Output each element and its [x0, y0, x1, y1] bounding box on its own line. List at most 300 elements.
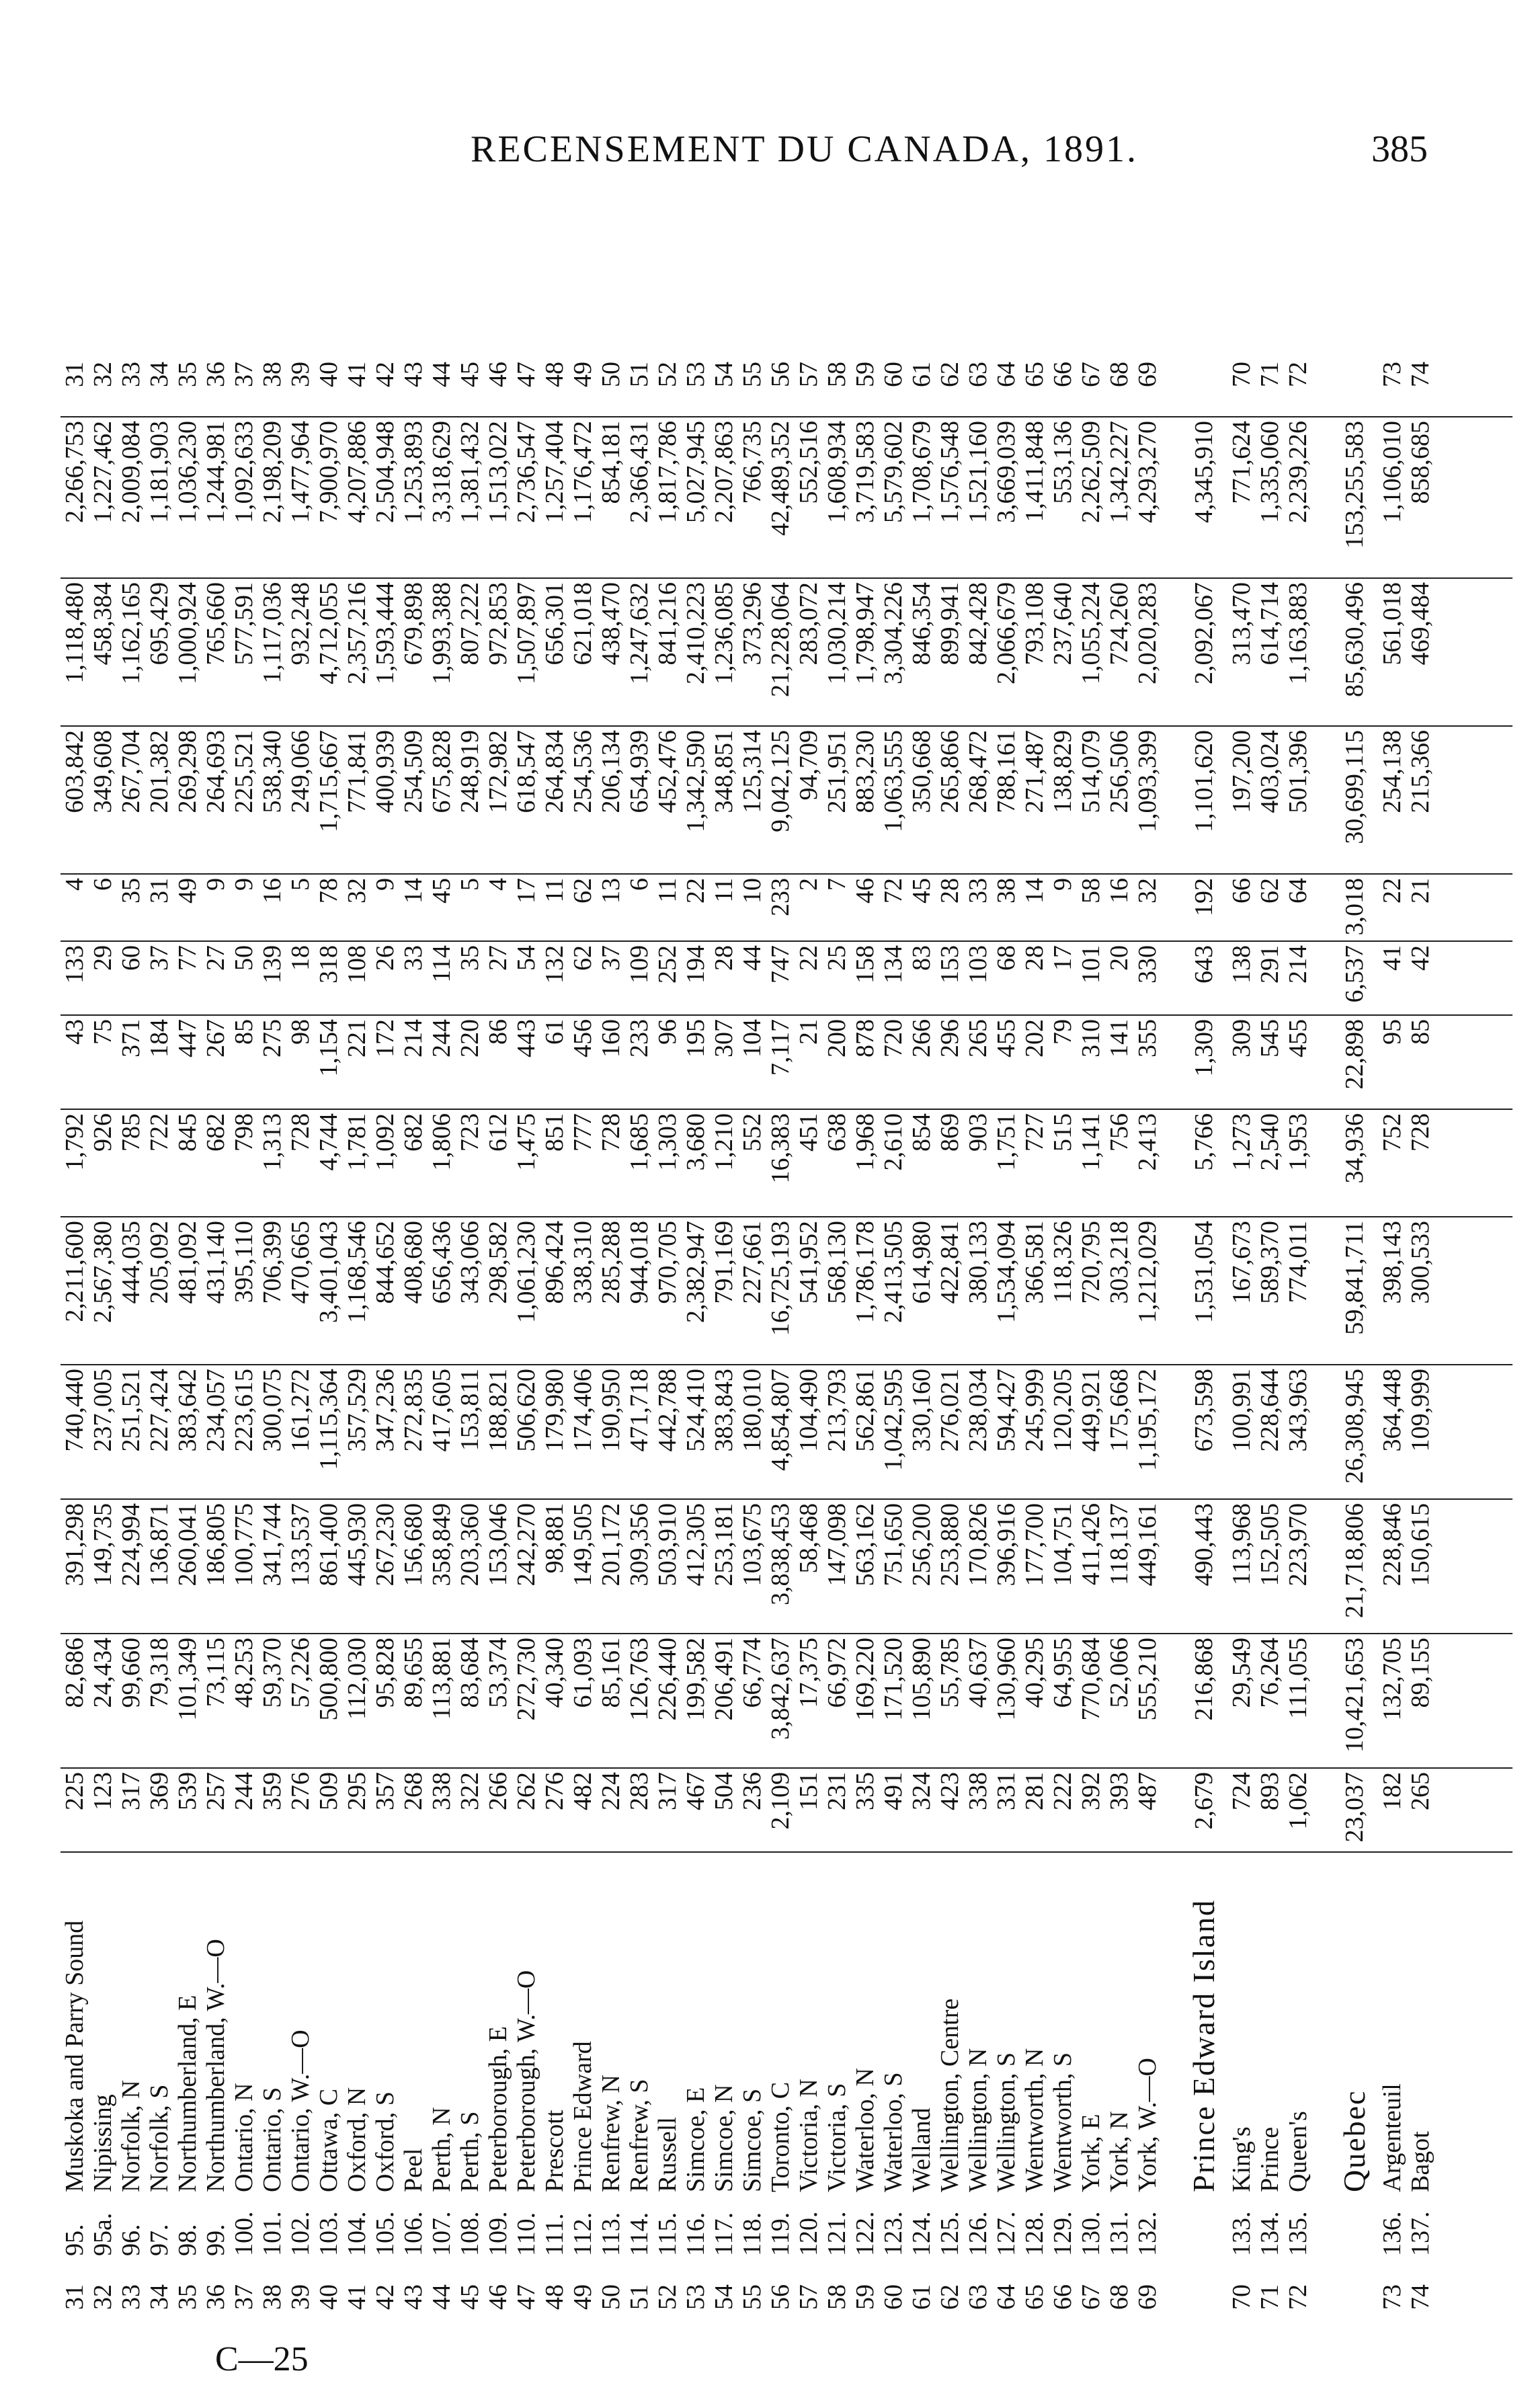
table-cell: 728	[286, 1113, 315, 1152]
line-number: 51	[625, 2284, 653, 2310]
line-number: 95.	[60, 2224, 89, 2256]
table-cell: 201,172	[597, 1503, 625, 1587]
page-header	[0, 128, 1534, 182]
row-spacer	[1162, 1503, 1190, 1631]
table-cell: 125,314	[738, 730, 766, 813]
table-cell: 383,642	[173, 1369, 202, 1452]
table-cell: 500,800	[315, 1638, 343, 1721]
table-cell: 330,160	[907, 1369, 936, 1452]
table-cell: 752	[1378, 1113, 1406, 1152]
line-number: 36	[202, 2284, 230, 2310]
table-cell: 103	[964, 945, 992, 984]
table-column	[60, 333, 1435, 387]
row-spacer	[1369, 1113, 1378, 1214]
table-cell: 269,298	[173, 730, 202, 813]
line-number: 48	[540, 362, 569, 387]
table-cell: 82,686	[60, 1638, 89, 1708]
district-name: Peterborough, E	[484, 2026, 512, 2192]
table-cell: 594,427	[992, 1369, 1020, 1452]
district-name: Nipissing	[89, 2094, 117, 2192]
line-number: 137.	[1406, 2211, 1435, 2256]
table-cell: 152,505	[1256, 1503, 1284, 1587]
table-cell: 335	[851, 1772, 879, 1810]
table-cell: 4,207,886	[343, 421, 371, 523]
table-cell: 114	[428, 945, 456, 983]
table-cell: 524,410	[682, 1369, 710, 1452]
district-name: Toronto, C	[766, 2081, 795, 2192]
table-cell: 503,910	[653, 1503, 682, 1587]
district-name: Prince Edward	[569, 2041, 597, 2192]
line-number: 115.	[653, 2212, 682, 2256]
table-cell: 348,851	[710, 730, 738, 813]
table-cell: 150,615	[1406, 1503, 1435, 1587]
table-cell: 16	[1105, 878, 1133, 904]
table-cell: 233	[625, 1019, 653, 1057]
table-cell: 844,652	[371, 1221, 399, 1304]
line-number: 135.	[1284, 2211, 1312, 2256]
table-cell: 2,382,947	[682, 1221, 710, 1323]
line-number: 38	[258, 2284, 286, 2310]
table-cell: 298,582	[484, 1221, 512, 1304]
district-name: York, N	[1105, 2111, 1133, 2192]
table-cell: 798	[230, 1113, 258, 1152]
table-cell: 552,516	[795, 421, 823, 504]
table-cell: 1,817,786	[653, 421, 682, 523]
line-number: 34	[145, 2284, 173, 2310]
table-cell: 338	[964, 1772, 992, 1810]
table-cell: 44	[738, 945, 766, 971]
row-spacer	[1369, 1019, 1378, 1107]
table-cell: 120,205	[1049, 1369, 1077, 1452]
table-cell: 614,714	[1256, 582, 1284, 666]
row-spacer	[1218, 1503, 1227, 1631]
row-spacer	[1312, 2196, 1340, 2256]
table-cell: 5	[456, 878, 484, 891]
table-cell: 248,919	[456, 730, 484, 813]
line-number: 108.	[456, 2211, 484, 2256]
row-spacer	[1218, 421, 1227, 575]
table-cell: 1,475	[512, 1113, 540, 1171]
line-number: 32	[89, 2284, 117, 2310]
table-cell: 132,705	[1378, 1638, 1406, 1721]
table-cell: 267	[202, 1019, 230, 1057]
table-cell: 233	[766, 878, 795, 916]
table-cell: 244	[428, 1019, 456, 1057]
line-number: 63	[964, 2284, 992, 2310]
table-cell: 869	[936, 1113, 964, 1152]
table-cell: 194	[682, 945, 710, 984]
line-number: 111.	[540, 2213, 569, 2256]
table-cell: 2,066,679	[992, 582, 1020, 684]
column-rule	[60, 1767, 1512, 1769]
line-number: 112.	[569, 2212, 597, 2256]
table-cell: 262	[512, 1772, 540, 1810]
table-cell: 245,999	[1020, 1369, 1049, 1452]
table-cell: 264,693	[202, 730, 230, 813]
row-spacer	[1369, 1503, 1378, 1631]
table-cell: 747	[766, 945, 795, 984]
table-column	[60, 1638, 1435, 1765]
column-rule	[60, 1633, 1512, 1634]
table-cell: 1,195,172	[1133, 1369, 1162, 1471]
table-cell: 118,326	[1049, 1221, 1077, 1303]
district-name: Simcoe, N	[710, 2084, 738, 2192]
line-number: 39	[286, 362, 315, 387]
table-cell: 3,318,629	[428, 421, 456, 523]
table-cell: 695,429	[145, 582, 173, 666]
table-cell: 43	[60, 1019, 89, 1045]
table-cell: 149,505	[569, 1503, 597, 1587]
table-cell: 1,257,404	[540, 421, 569, 523]
district-name: Northumberland, W.—O	[202, 1939, 230, 2192]
table-cell: 1,062	[1284, 1772, 1312, 1830]
table-cell: 11	[710, 878, 738, 903]
table-cell: 95	[1378, 1019, 1406, 1045]
table-cell: 42,489,352	[766, 421, 795, 536]
province-total-cell: 1,531,054	[1190, 1221, 1218, 1323]
table-cell: 777	[569, 1113, 597, 1152]
district-name: Victoria, S	[823, 2083, 851, 2192]
district-name: Wellington, S	[992, 2052, 1020, 2192]
table-cell: 309,356	[625, 1503, 653, 1587]
table-cell: 841,216	[653, 582, 682, 666]
table-cell: 172	[371, 1019, 399, 1057]
table-cell: 265	[1406, 1772, 1435, 1810]
table-cell: 751,650	[879, 1503, 907, 1587]
table-cell: 79,318	[145, 1638, 173, 1708]
table-cell: 151	[795, 1772, 823, 1810]
province-total-cell: 153,255,583	[1340, 421, 1369, 549]
table-column	[60, 1019, 1435, 1107]
table-cell: 1,342,590	[682, 730, 710, 832]
table-cell: 266	[484, 1772, 512, 1810]
table-cell: 380,133	[964, 1221, 992, 1304]
table-cell: 5	[286, 878, 315, 891]
line-number: 52	[653, 362, 682, 387]
province-total-cell: 2,092,067	[1190, 582, 1218, 684]
table-cell: 358,849	[428, 1503, 456, 1587]
row-spacer	[1162, 582, 1190, 723]
table-cell: 66	[1227, 878, 1256, 904]
row-spacer	[1369, 1221, 1378, 1362]
district-name: Perth, S	[456, 2111, 484, 2192]
row-spacer	[1218, 1772, 1227, 1846]
table-cell: 470,665	[286, 1221, 315, 1304]
district-name: Wentworth, S	[1049, 2052, 1077, 2192]
column-rule	[60, 416, 1512, 417]
table-cell: 223,615	[230, 1369, 258, 1452]
line-number: 45	[456, 2284, 484, 2310]
table-cell: 251,521	[117, 1369, 145, 1452]
table-cell: 563,162	[851, 1503, 879, 1587]
row-spacer	[1218, 878, 1227, 938]
table-cell: 793,108	[1020, 582, 1049, 666]
table-cell: 469,484	[1406, 582, 1435, 666]
district-name: Welland	[907, 2108, 936, 2192]
table-cell: 268,472	[964, 730, 992, 813]
table-cell: 2,504,948	[371, 421, 399, 523]
line-number: 57	[795, 362, 823, 387]
table-cell: 113,881	[428, 1638, 456, 1720]
table-cell: 75	[89, 1019, 117, 1045]
line-number: 73	[1378, 2284, 1406, 2310]
table-cell: 4,744	[315, 1113, 343, 1171]
row-spacer	[1162, 1369, 1190, 1496]
empty-cell	[1340, 2196, 1369, 2256]
line-number: 43	[399, 362, 428, 387]
table-cell: 249,066	[286, 730, 315, 813]
table-cell: 568,130	[823, 1221, 851, 1304]
table-cell: 2,413	[1133, 1113, 1162, 1171]
table-cell: 4	[484, 878, 512, 891]
table-cell: 392	[1077, 1772, 1105, 1810]
table-cell: 228,644	[1256, 1369, 1284, 1452]
row-spacer	[1312, 945, 1340, 1012]
line-number: 125.	[936, 2211, 964, 2256]
table-cell: 225,521	[230, 730, 258, 813]
table-cell: 330	[1133, 945, 1162, 984]
table-cell: 42	[1406, 945, 1435, 971]
table-cell: 2,109	[766, 1772, 795, 1830]
table-cell: 224,994	[117, 1503, 145, 1587]
row-spacer	[1312, 878, 1340, 938]
row-spacer	[1162, 2196, 1190, 2256]
footer-code: C—25	[215, 2340, 309, 2378]
table-cell: 357	[371, 1772, 399, 1810]
line-number: 132.	[1133, 2211, 1162, 2256]
table-cell: 100,775	[230, 1503, 258, 1587]
table-cell: 109,999	[1406, 1369, 1435, 1452]
line-number: 53	[682, 362, 710, 387]
table-cell: 62	[1256, 878, 1284, 904]
table-cell: 1,106,010	[1378, 421, 1406, 523]
line-number: 50	[597, 2284, 625, 2310]
table-cell: 29,549	[1227, 1638, 1256, 1708]
row-spacer	[1218, 333, 1227, 387]
row-spacer	[1218, 2270, 1227, 2310]
district-name: Renfrew, S	[625, 2079, 653, 2192]
line-number: 65	[1020, 2284, 1049, 2310]
row-spacer	[1162, 945, 1190, 1012]
line-number: 55	[738, 362, 766, 387]
table-cell: 724,260	[1105, 582, 1133, 666]
table-cell: 458,384	[89, 582, 117, 666]
row-spacer	[1369, 582, 1378, 723]
line-number: 101.	[258, 2211, 286, 2256]
table-cell: 972,853	[484, 582, 512, 666]
table-cell: 431,140	[202, 1221, 230, 1304]
province-total-cell: 673,598	[1190, 1369, 1218, 1452]
table-cell: 1,154	[315, 1019, 343, 1077]
table-cell: 728	[597, 1113, 625, 1152]
table-cell: 603,842	[60, 730, 89, 813]
table-cell: 1,968	[851, 1113, 879, 1171]
province-total-cell: 22,898	[1340, 1019, 1369, 1090]
line-number: 72	[1284, 362, 1312, 387]
table-cell: 932,248	[286, 582, 315, 666]
table-cell: 9	[202, 878, 230, 891]
table-cell: 66,972	[823, 1638, 851, 1708]
table-cell: 391,298	[60, 1503, 89, 1587]
table-cell: 621,018	[569, 582, 597, 666]
line-number: 57	[795, 2284, 823, 2310]
table-cell: 785	[117, 1113, 145, 1152]
table-cell: 213,793	[823, 1369, 851, 1452]
table-column	[60, 945, 1435, 1012]
table-cell: 184	[145, 1019, 173, 1057]
table-cell: 37	[597, 945, 625, 971]
table-cell: 903	[964, 1113, 992, 1152]
table-cell: 366,581	[1020, 1221, 1049, 1304]
table-cell: 4,712,055	[315, 582, 343, 684]
province-heading: Prince Edward Island	[1186, 1899, 1221, 2192]
table-cell: 54	[512, 945, 540, 971]
table-cell: 422,841	[936, 1221, 964, 1304]
table-cell: 134	[879, 945, 907, 984]
table-cell: 5,579,602	[879, 421, 907, 523]
table-cell: 1,806	[428, 1113, 456, 1171]
table-cell: 237,640	[1049, 582, 1077, 666]
empty-cell	[1190, 2196, 1218, 2256]
table-cell: 295	[343, 1772, 371, 1810]
table-cell: 62	[569, 878, 597, 904]
table-cell: 153,811	[456, 1369, 484, 1451]
table-cell: 456	[569, 1019, 597, 1057]
row-spacer	[1162, 421, 1190, 575]
table-cell: 52,066	[1105, 1638, 1133, 1708]
line-number: 39	[286, 2284, 315, 2310]
province-total-cell: 34,936	[1340, 1113, 1369, 1184]
page-title: RECENSEMENT DU CANADA, 1891.	[471, 128, 1138, 170]
line-number: 130.	[1077, 2211, 1105, 2256]
table-cell: 77	[173, 945, 202, 971]
row-spacer	[1369, 333, 1378, 387]
table-cell: 1,092	[371, 1113, 399, 1171]
table-cell: 515	[1049, 1113, 1077, 1152]
table-cell: 108	[343, 945, 371, 984]
table-cell: 149,735	[89, 1503, 117, 1587]
table-cell: 561,018	[1378, 582, 1406, 666]
table-cell: 161,272	[286, 1369, 315, 1452]
line-number: 129.	[1049, 2211, 1077, 2256]
table-cell: 83,684	[456, 1638, 484, 1708]
table-cell: 276	[540, 1772, 569, 1810]
table-cell: 343,963	[1284, 1369, 1312, 1452]
table-cell: 199,582	[682, 1638, 710, 1721]
line-number: 59	[851, 362, 879, 387]
line-number: 65	[1020, 362, 1049, 387]
table-cell: 265	[964, 1019, 992, 1057]
table-cell: 40,340	[540, 1638, 569, 1708]
table-cell: 771,841	[343, 730, 371, 813]
district-name: Renfrew, N	[597, 2075, 625, 2192]
table-cell: 9	[230, 878, 258, 891]
table-cell: 740,440	[60, 1369, 89, 1452]
line-number: 118.	[738, 2212, 766, 2256]
line-number: 47	[512, 2284, 540, 2310]
table-cell: 4,854,807	[766, 1369, 795, 1471]
table-cell: 98,881	[540, 1503, 569, 1574]
table-cell: 1,593,444	[371, 582, 399, 684]
province-total-cell: 3,018	[1340, 878, 1369, 936]
table-cell: 99,660	[117, 1638, 145, 1708]
line-number: 119.	[766, 2212, 795, 2256]
line-number: 43	[399, 2284, 428, 2310]
line-number: 31	[60, 362, 89, 387]
table-cell: 20	[1105, 945, 1133, 971]
table-cell: 1,342,227	[1105, 421, 1133, 523]
table-cell: 275	[258, 1019, 286, 1057]
row-spacer	[1312, 1113, 1340, 1214]
table-cell: 2,366,431	[625, 421, 653, 523]
table-cell: 234,057	[202, 1369, 230, 1452]
district-name: Waterloo, N	[851, 2068, 879, 2192]
line-number: 32	[89, 362, 117, 387]
table-column	[60, 730, 1435, 871]
table-cell: 555,210	[1133, 1638, 1162, 1721]
table-cell: 35	[117, 878, 145, 904]
row-spacer	[1312, 582, 1340, 723]
column-rule	[60, 873, 1512, 875]
row-spacer	[1162, 730, 1190, 871]
line-number: 42	[371, 362, 399, 387]
empty-cell	[1340, 2270, 1369, 2310]
table-cell: 1,092,633	[230, 421, 258, 523]
table-cell: 774,011	[1284, 1221, 1312, 1303]
row-spacer	[1218, 1113, 1227, 1214]
table-cell: 112,030	[343, 1638, 371, 1720]
district-name: Oxford, N	[343, 2087, 371, 2192]
table-cell: 4,293,270	[1133, 421, 1162, 523]
table-cell: 1,210	[710, 1113, 738, 1171]
table-cell: 1,247,632	[625, 582, 653, 684]
table-cell: 1,063,555	[879, 730, 907, 832]
table-cell: 221	[343, 1019, 371, 1057]
table-cell: 3,680	[682, 1113, 710, 1171]
line-number: 41	[343, 2284, 371, 2310]
table-cell: 130,960	[992, 1638, 1020, 1721]
district-name: Bagot	[1406, 2131, 1435, 2192]
district-name: Ontario, N	[230, 2083, 258, 2192]
table-cell: 254,509	[399, 730, 428, 813]
table-cell: 1,244,981	[202, 421, 230, 523]
line-number: 58	[823, 2284, 851, 2310]
table-cell: 1,030,214	[823, 582, 851, 684]
table-cell: 720,795	[1077, 1221, 1105, 1304]
table-cell: 197,200	[1227, 730, 1256, 813]
table-cell: 226,440	[653, 1638, 682, 1721]
column-rule	[60, 1014, 1512, 1016]
table-cell: 136,871	[145, 1503, 173, 1587]
table-cell: 22	[682, 878, 710, 904]
table-cell: 656,436	[428, 1221, 456, 1304]
table-cell: 21	[795, 1019, 823, 1045]
table-cell: 253,880	[936, 1503, 964, 1587]
table-cell: 61	[540, 1019, 569, 1045]
table-cell: 373,296	[738, 582, 766, 666]
table-cell: 1,521,160	[964, 421, 992, 523]
table-cell: 45	[907, 878, 936, 904]
line-number: 44	[428, 362, 456, 387]
row-spacer	[1369, 2270, 1378, 2310]
row-spacer	[1162, 1870, 1190, 2192]
line-number: 100.	[230, 2211, 258, 2256]
table-cell: 21,228,064	[766, 582, 795, 697]
row-spacer	[1369, 2196, 1378, 2256]
table-cell: 423	[936, 1772, 964, 1810]
column-rule	[60, 1109, 1512, 1110]
line-number: 62	[936, 2284, 964, 2310]
